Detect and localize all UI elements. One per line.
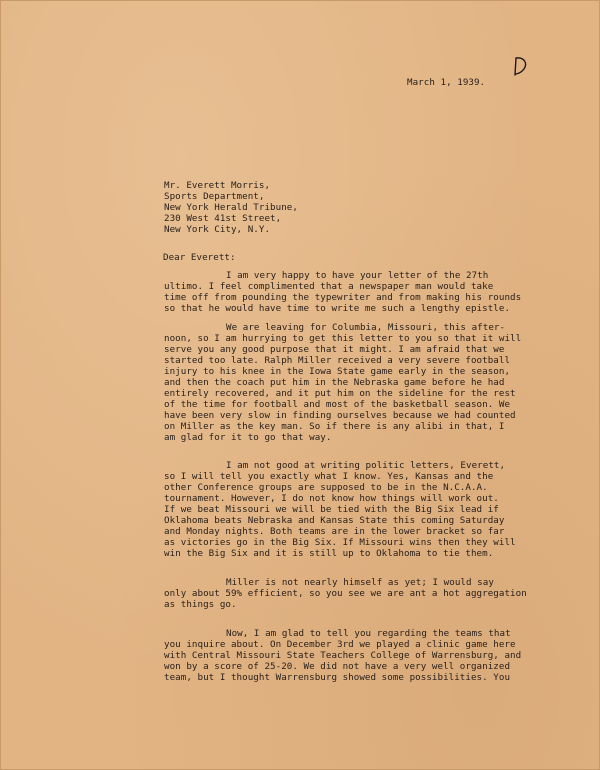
address-line: Sports Department, xyxy=(164,191,265,202)
body-line: time off from pounding the typewriter and from making his rounds xyxy=(164,292,522,303)
body-line: have been very slow in finding ourselves because we had counted xyxy=(164,410,516,421)
body-line: I am very happy to have your letter of the 27th xyxy=(226,270,489,281)
body-line: I am not good at writing politic letters, Everett, xyxy=(226,460,506,471)
body-line: so I will tell you exactly what I know. Yes, Kansas and the xyxy=(164,471,494,482)
body-line: win the Big Six and it is still up to Oklahoma to tie them. xyxy=(164,548,494,559)
address-line: 230 West 41st Street, xyxy=(164,213,282,224)
address-line: New York City, N.Y. xyxy=(164,224,271,235)
body-line: won by a score of 25-20. We did not have a very well organized xyxy=(164,661,511,672)
body-line: tournament. However, I do not know how things will work out. xyxy=(164,493,499,504)
body-line: Oklahoma beats Nebraska and Kansas State this coming Saturday xyxy=(164,515,505,526)
body-line: with Central Missouri State Teachers College of Warrensburg, and xyxy=(164,650,522,661)
body-line: of the time for football and most of the basketball season. We xyxy=(164,399,511,410)
body-line: ultimo. I feel complimented that a newspaper man would take xyxy=(164,281,494,292)
letter-date: March 1, 1939. xyxy=(407,77,486,88)
body-line: Miller is not nearly himself as yet; I would say xyxy=(226,577,494,588)
body-line: as victories go in the Big Six. If Missouri wins then they will xyxy=(164,537,516,548)
hidden-mark-text xyxy=(1,1,2,2)
body-line: so that he would have time to write me such a lengthy epistle. xyxy=(164,303,511,314)
body-line: Now, I am glad to tell you regarding the teams that xyxy=(226,628,511,639)
body-line: serve you any good purpose that it might. I am afraid that we xyxy=(164,344,505,355)
body-line: on Miller as the key man. So if there is any alibi in that, I xyxy=(164,421,505,432)
body-line: and Monday nights. Both teams are in the lower bracket so far xyxy=(164,526,505,537)
address-line: Mr. Everett Morris, xyxy=(164,180,271,191)
body-line: you inquire about. On December 3rd we played a clinic game here xyxy=(164,639,516,650)
body-line: If we beat Missouri we will be tied with the Big Six lead if xyxy=(164,504,499,515)
address-line: New York Herald Tribune, xyxy=(164,202,298,213)
body-line: noon, so I am hurrying to get this letter to you so that it will xyxy=(164,333,522,344)
body-line: team, but I thought Warrensburg showed some possibilities. You xyxy=(164,672,511,683)
salutation: Dear Everett: xyxy=(163,252,236,263)
body-line: and then the coach put him in the Nebraska game before he had xyxy=(164,377,505,388)
body-line: started too late. Ralph Miller received a very severe football xyxy=(164,355,511,366)
body-line: only about 59% efficient, so you see we are ant a hot aggregation xyxy=(164,588,527,599)
body-line: We are leaving for Columbia, Missouri, this after- xyxy=(226,322,506,333)
body-line: am glad for it to go that way. xyxy=(164,432,332,443)
body-line: entirely recovered, and it put him on the sideline for the rest xyxy=(164,388,516,399)
body-line: as things go. xyxy=(164,599,237,610)
body-line: injury to his knee in the Iowa State game early in the season, xyxy=(164,366,511,377)
handwritten-d-mark xyxy=(511,55,529,77)
body-line: other Conference groups are supposed to be in the N.C.A.A. xyxy=(164,482,488,493)
